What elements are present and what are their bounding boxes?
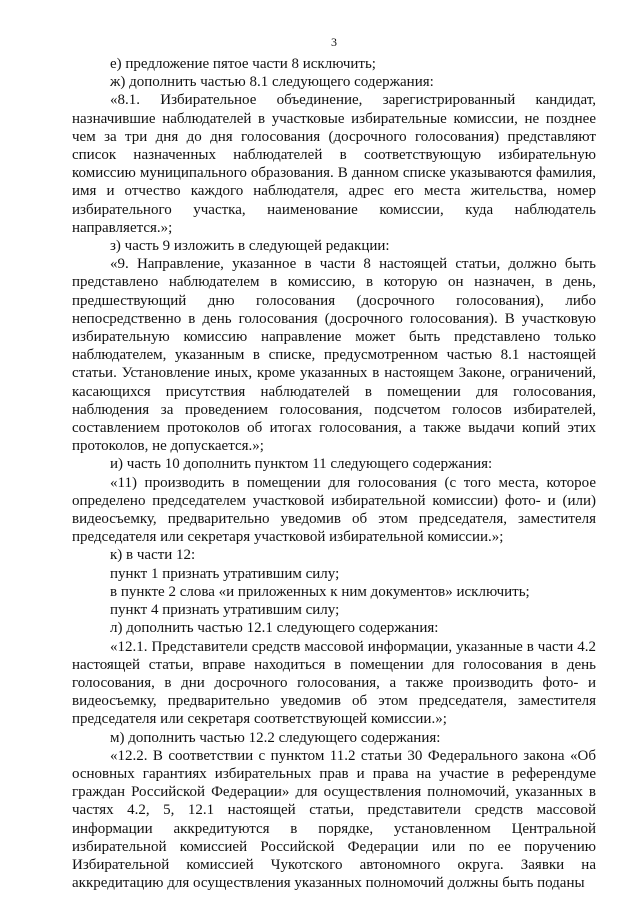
page-number: 3	[331, 35, 337, 49]
paragraph-z: з) часть 9 изложить в следующей редакции:	[110, 238, 390, 255]
paragraph-8-1-text: «8.1. Избирательное объединение, зарегистрированный кандидат, назначившие наблюдателей в участковые избирательные комиссии, не позднее чем за три дня до дня голосования (досрочного голосования) представляют список назначенных наблюдателей в соответствующую избирательную комиссию муниципального образования. В данном списке указываются фамилия, имя и отчество каждого наблюдателя, адрес его места жительства, номер избирательного участка, наименование комиссии, куда наблюдатель направляется.»;	[72, 92, 596, 236]
paragraph-e: е) предложение пятое части 8 исключить;	[110, 56, 376, 72]
paragraph-12-2-text: «12.2. В соответствии с пунктом 11.2 статьи 30 Федерального закона «Об основных гарантиях избирательных прав и права на участие в референдуме граждан Российской Федерации» для осуществления полномочий, указанных в частях 4.2, 5, 12.1 настоящей статьи, представители средств массовой информации аккредитуются в порядке, установленном Центральной избирательной комиссией Российской Федерации или по ее поручению Избирательной комиссией Чукотского автономного округа. Заявки на аккредитацию для осуществления указанных полномочий должны быть поданы	[72, 747, 596, 892]
paragraph-zh: ж) дополнить частью 8.1 следующего содержания:	[110, 74, 434, 91]
paragraph-k-item-2: в пункте 2 слова «и приложенных к ним документов» исключить;	[110, 583, 530, 600]
paragraph-l: л) дополнить частью 12.1 следующего содержания:	[110, 620, 439, 637]
paragraph-11-text: «11) производить в помещении для голосования (с того места, которое определено председателем участковой избирательной комиссии) фото- и (или) видеосъемку, предварительно уведомив об этом председателя, заместителя председателя или секретаря участковой избирательной комиссии.»;	[72, 474, 596, 546]
paragraph-12-1-text: «12.1. Представители средств массовой информации, указанные в части 4.2 настоящей статьи, вправе находиться в помещении для голосования в день голосования, в дни досрочного голосования, а также производить фото- и видеосъемку, предварительно уведомив об этом председателя, заместителя председателя или секретаря соответствующей комиссии.»;	[72, 638, 596, 728]
paragraph-k-item-1: пункт 1 признать утратившим силу;	[110, 565, 340, 582]
paragraph-k-item-4: пункт 4 признать утратившим силу;	[110, 602, 340, 619]
paragraph-k: к) в части 12:	[110, 547, 196, 564]
paragraph-i: и) часть 10 дополнить пунктом 11 следующего содержания:	[110, 456, 493, 473]
paragraph-m: м) дополнить частью 12.2 следующего содержания:	[110, 729, 441, 746]
paragraph-9-text: «9. Направление, указанное в части 8 настоящей статьи, должно быть представлено наблюдателем в комиссию, в которую он назначен, в день, предшествующий дню голосования (досрочного голосования), либо непосредственно в день голосования (досрочного голосования). В участковую избирательную комиссию направление может быть представлено только наблюдателем, указанным в списке, предусмотренном частью 8.1 настоящей статьи. Установление иных, кроме указанных в настоящем Законе, ограничений, касающихся присутствия наблюдателей в помещении для голосования, наблюдения за проведением голосования, подсчетом голосов избирателей, составлением протоколов об итогах голосования, а также выдачи копий этих протоколов, не допускается.»;	[72, 256, 596, 455]
document-body	[72, 55, 596, 892]
